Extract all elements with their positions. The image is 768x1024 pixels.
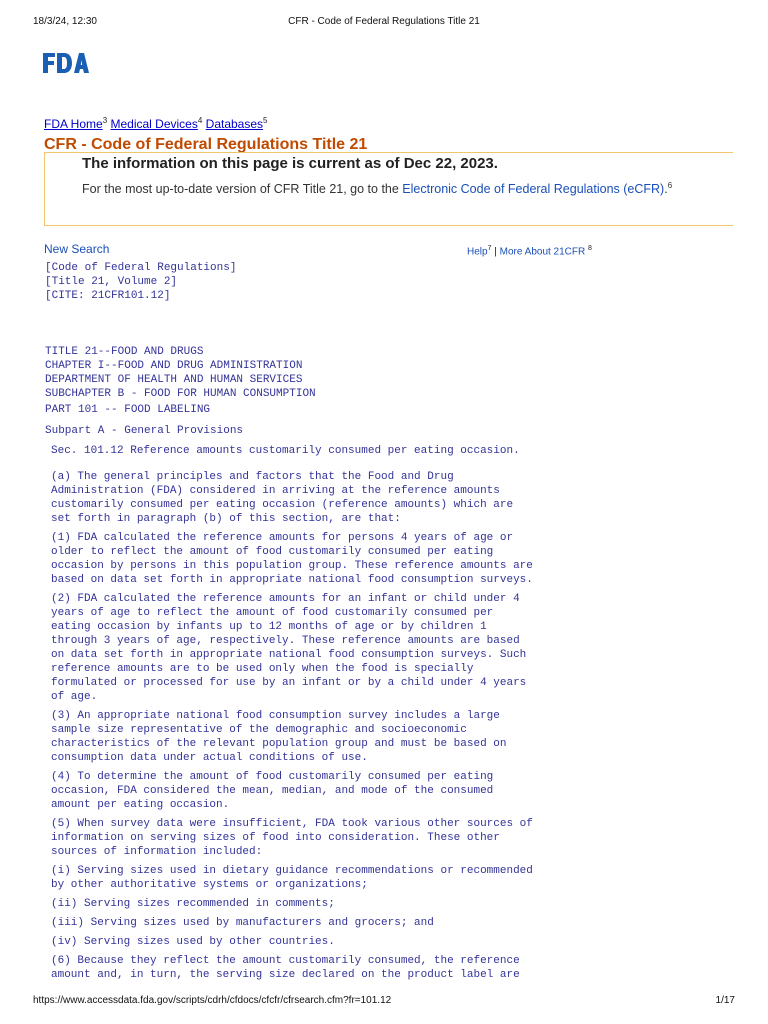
breadcrumb-databases[interactable]: Databases: [205, 117, 264, 131]
paragraph: (iii) Serving sizes used by manufacturers and grocers; and: [51, 917, 434, 929]
breadcrumb-sup: 5: [263, 116, 268, 125]
paragraph: (i) Serving sizes used in dietary guidance recommendations or recommended by other authoritative systems or organizations;: [51, 865, 533, 891]
help-sup: 7: [487, 245, 492, 252]
print-url: https://www.accessdata.fda.gov/scripts/cdrh/cfdocs/cfcfr/cfrsearch.cfm?fr=101.12: [33, 995, 392, 1006]
print-datetime: 18/3/24, 12:30: [33, 16, 97, 27]
paragraph: (3) An appropriate national food consumption survey includes a large sample size representative of the demographic and socioeconomic characteristics of the relevant population group and must be based on consumption data under actual conditions of use.: [51, 710, 507, 764]
breadcrumb-sup: 3: [102, 116, 108, 125]
citation-line: [CITE: 21CFR101.12]: [45, 290, 171, 302]
fda-logo-icon: [41, 50, 89, 76]
subpart-heading: Subpart A - General Provisions: [45, 425, 244, 437]
print-page-title: CFR - Code of Federal Regulations Title 21: [288, 16, 480, 27]
fda-logo[interactable]: [41, 50, 89, 76]
heading-title: TITLE 21--FOOD AND DRUGS: [45, 346, 204, 358]
notice-sup: 6: [667, 181, 673, 190]
citation-block: [45, 261, 236, 303]
section-title: Sec. 101.12 Reference amounts customarily consumed per eating occasion.: [51, 445, 520, 457]
heading-chapter: CHAPTER I--FOOD AND DRUG ADMINISTRATION: [45, 360, 303, 372]
section-body: [51, 470, 611, 987]
currency-notice: [44, 152, 733, 226]
paragraph: (a) The general principles and factors that the Food and Drug Administration (FDA) considered in arriving at the reference amounts customarily consumed per eating occasion (reference amounts) which are set forth in paragraph (b) of this section, are that:: [51, 471, 514, 525]
more-about-21cfr-link[interactable]: More About 21CFR: [499, 246, 586, 258]
notice-heading: The information on this page is current as of Dec 22, 2023.: [82, 155, 498, 172]
help-links: [467, 245, 592, 257]
heading-subchapter: SUBCHAPTER B - FOOD FOR HUMAN CONSUMPTION: [45, 388, 316, 400]
page-title: CFR - Code of Federal Regulations Title 21: [44, 136, 368, 153]
link-separator: |: [491, 246, 500, 258]
paragraph: (1) FDA calculated the reference amounts for persons 4 years of age or older to reflect the amount of food customarily consumed per eating occasion by persons in this population group. These reference amounts are based on data set forth in appropriate national food consumption surveys.: [51, 532, 533, 586]
hierarchy-headings: [45, 345, 316, 417]
print-page-number: 1/17: [715, 995, 735, 1006]
notice-body: [82, 177, 722, 198]
paragraph: (iv) Serving sizes used by other countries.: [51, 936, 335, 948]
ecfr-link[interactable]: Electronic Code of Federal Regulations (eCFR): [402, 182, 665, 197]
breadcrumb-fda-home[interactable]: FDA Home: [44, 117, 103, 131]
paragraph: (2) FDA calculated the reference amounts for an infant or child under 4 years of age to reflect the amount of food customarily consumed per eating occasion by infants up to 12 months of age or by children 1 through 3 years of age, respectively. These reference amounts are based on data set forth in appropriate national food consumption surveys. Such reference amounts are to be used only when the food is specially formulated or processed for use by an infant or by a child under 4 years of age.: [51, 593, 527, 703]
breadcrumb-sup: 4: [197, 116, 203, 125]
more-about-sup: 8: [588, 245, 592, 252]
breadcrumb: [44, 116, 267, 131]
heading-department: DEPARTMENT OF HEALTH AND HUMAN SERVICES: [45, 374, 303, 386]
notice-period: .: [664, 182, 668, 197]
paragraph: (6) Because they reflect the amount customarily consumed, the reference amount and, in turn, the serving size declared on the product label are: [51, 955, 520, 981]
paragraph: (ii) Serving sizes recommended in comments;: [51, 898, 335, 910]
paragraph: (4) To determine the amount of food customarily consumed per eating occasion, FDA considered the mean, median, and mode of the consumed amount per eating occasion.: [51, 771, 494, 811]
citation-line: [Code of Federal Regulations]: [45, 262, 237, 274]
notice-text: For the most up-to-date version of CFR Title 21, go to the: [82, 182, 403, 197]
breadcrumb-medical-devices[interactable]: Medical Devices: [110, 117, 198, 131]
help-link[interactable]: Help: [467, 246, 488, 258]
citation-line: [Title 21, Volume 2]: [45, 276, 178, 288]
new-search-link[interactable]: New Search: [44, 242, 110, 256]
heading-part[interactable]: PART 101 -- FOOD LABELING: [45, 404, 211, 416]
paragraph: (5) When survey data were insufficient, FDA took various other sources of information on serving sizes of food into consideration. These other sources of information included:: [51, 818, 533, 858]
